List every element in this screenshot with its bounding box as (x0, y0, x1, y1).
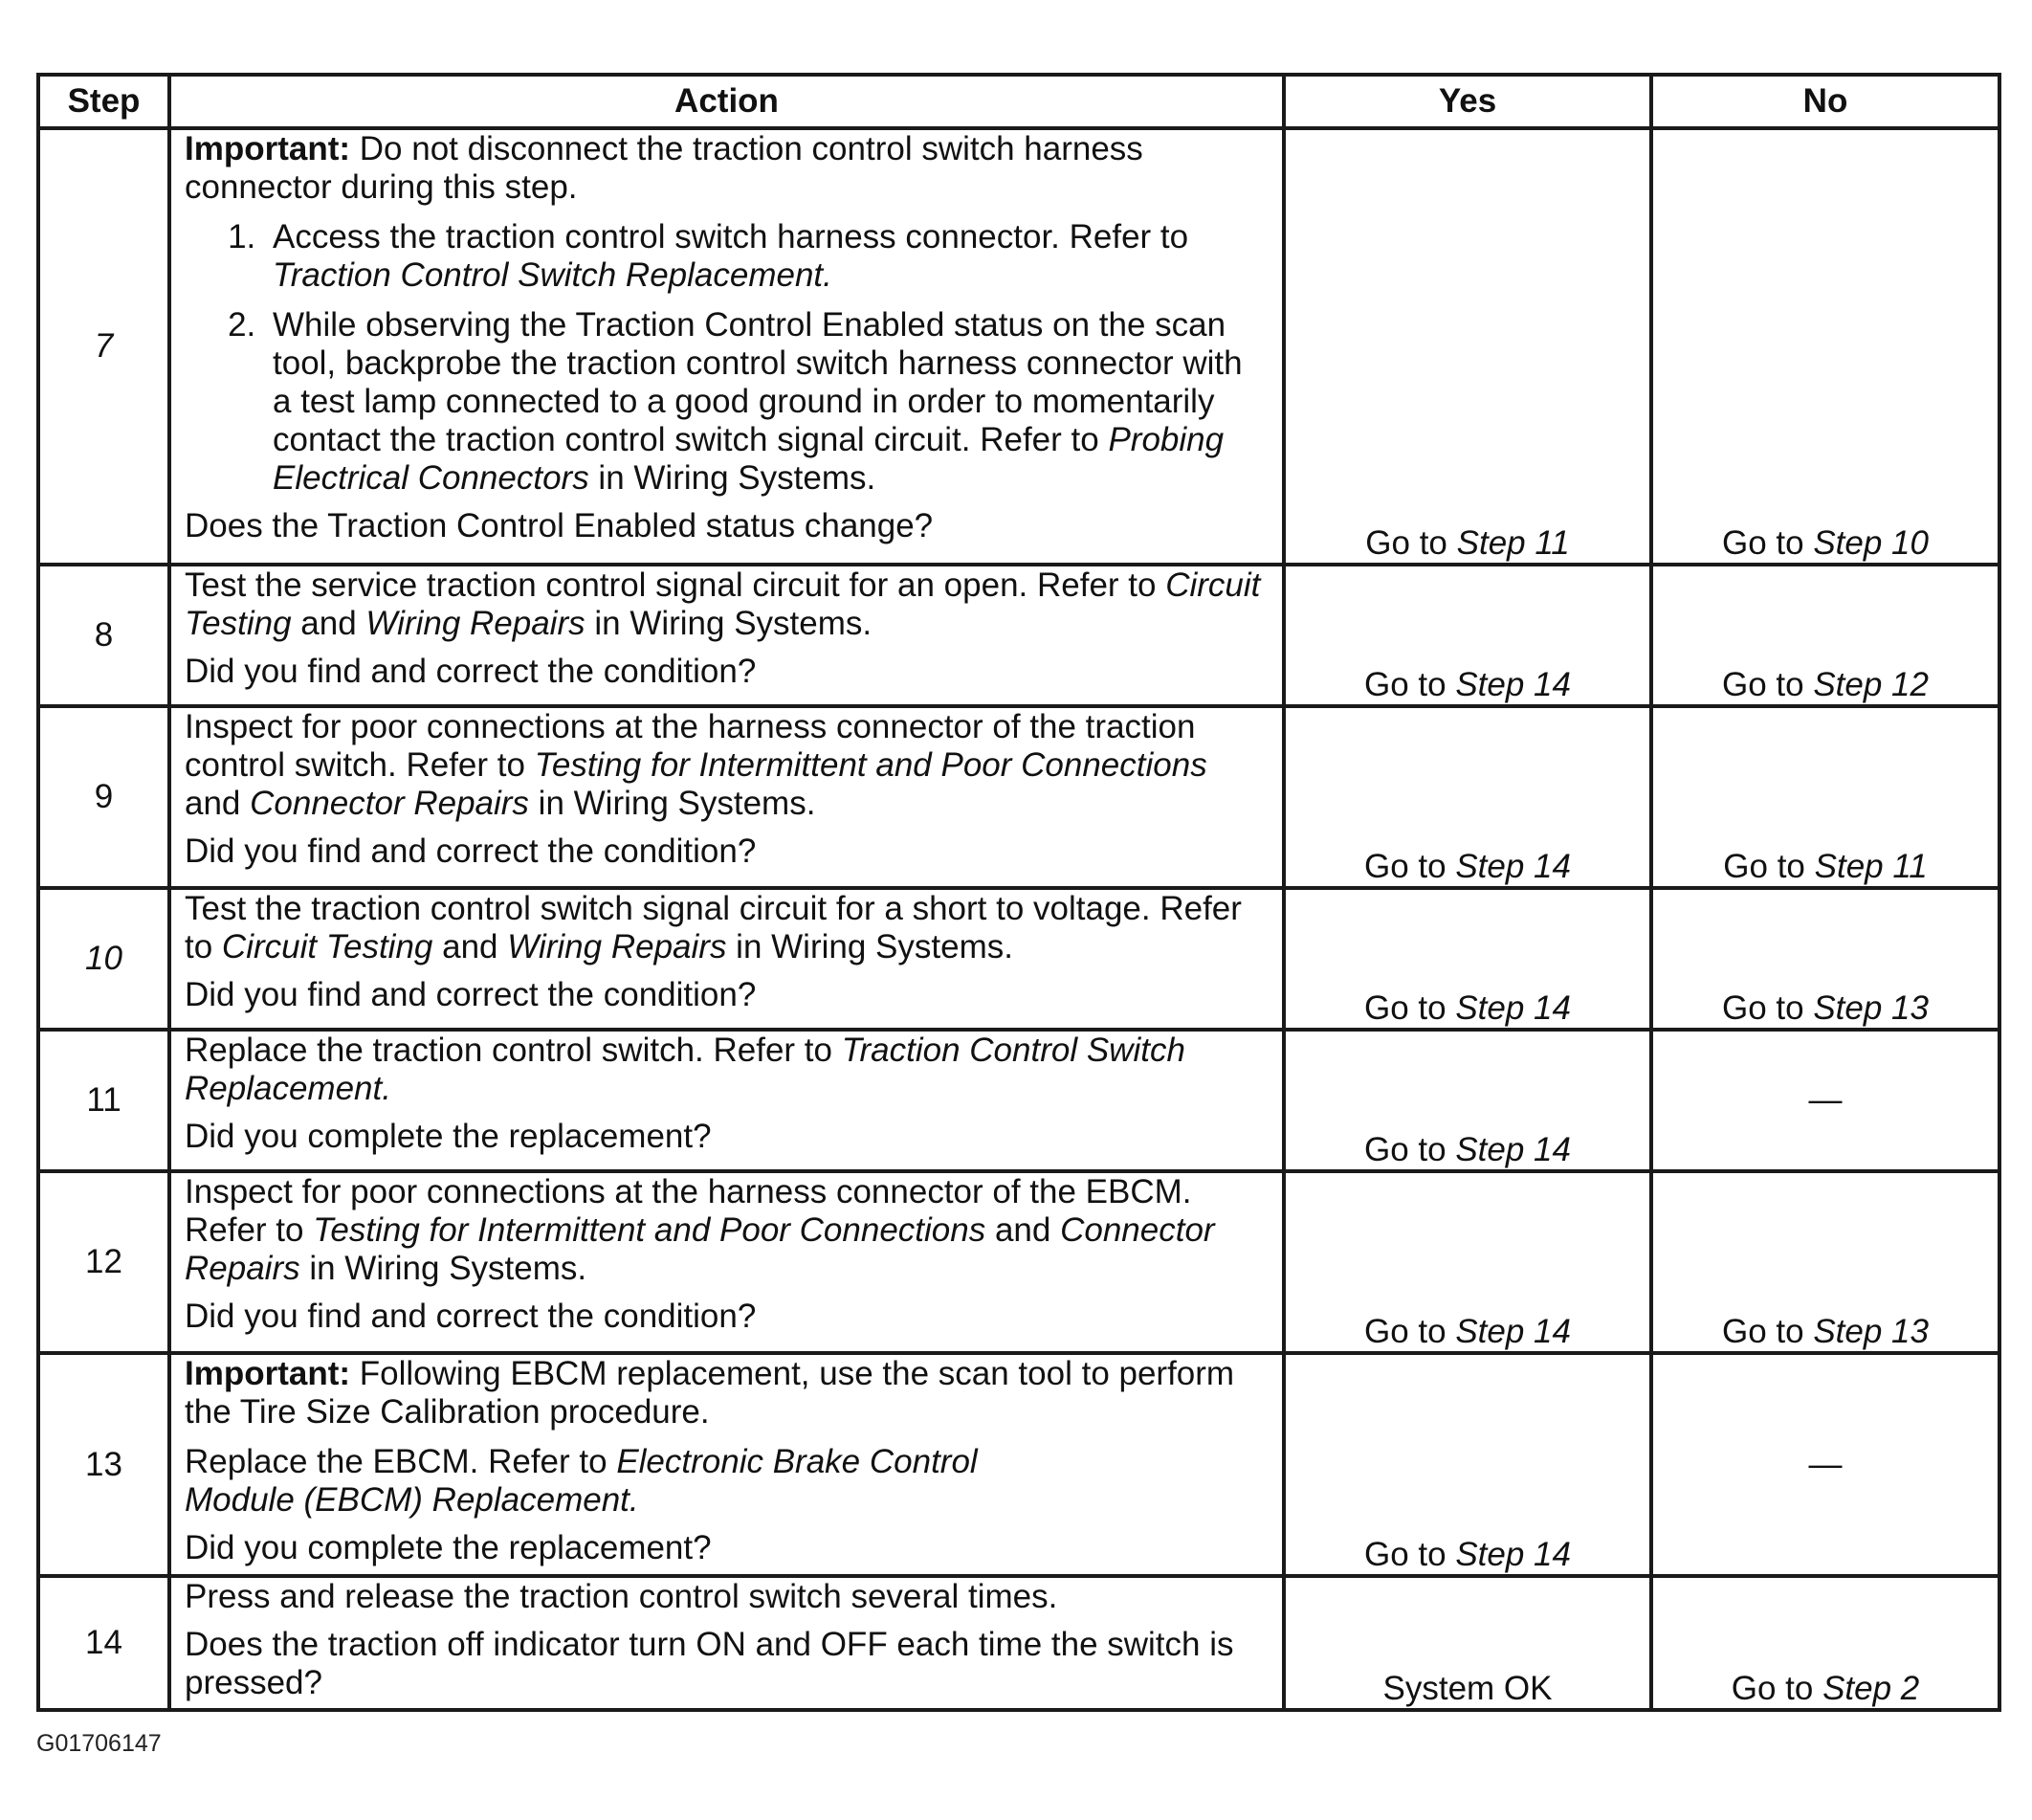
action-text: Inspect for poor connections at the harness connector of the EBCM. Refer to Testing for Intermittent and Poor Connections and Connector Repairs in Wiring Systems. (185, 1173, 1215, 1287)
action-text: Press and release the traction control switch several times. (185, 1578, 1058, 1615)
action-cell (169, 1576, 1284, 1710)
table-row-step-14 (38, 1576, 1999, 1710)
yes-cell: System OK (1284, 1576, 1651, 1710)
header-no: No (1651, 75, 1999, 128)
no-dash: — (1808, 1445, 1843, 1483)
no-cell: Go to Step 2 (1651, 1576, 1999, 1710)
question-text: Did you complete the replacement? (185, 1118, 712, 1155)
action-cell (169, 1171, 1284, 1353)
no-cell: Go to Step 11 (1651, 706, 1999, 888)
yes-cell: Go to Step 14 (1284, 1030, 1651, 1171)
question-text: Did you complete the replacement? (185, 1529, 712, 1566)
table-row-step-13 (38, 1353, 1999, 1576)
question-text: Does the Traction Control Enabled status change? (185, 507, 934, 544)
action-cell (169, 565, 1284, 706)
no-cell (1651, 1030, 1999, 1171)
action-text: Replace the EBCM. Refer to Electronic Brake Control Module (EBCM) Replacement. (185, 1443, 978, 1519)
yes-cell: Go to Step 14 (1284, 706, 1651, 888)
important-note: Important: Following EBCM replacement, use the scan tool to perform the Tire Size Calibration procedure. (185, 1355, 1235, 1431)
diagnostic-table (36, 73, 2001, 1712)
yes-cell: Go to Step 14 (1284, 1171, 1651, 1353)
table-header-row (38, 75, 1999, 128)
action-steps-list (185, 218, 1269, 498)
question-text: Did you find and correct the condition? (185, 832, 757, 870)
list-item: 2. While observing the Traction Control Enabled status on the scan tool, backprobe the traction control switch harness connector with a test lamp connected to a good ground in order to momentarily contact the traction control switch signal circuit. Refer to Probing Electrical Connectors in Wiring Systems. (265, 306, 1269, 498)
header-step: Step (38, 75, 169, 128)
step-number: 7 (38, 128, 169, 565)
action-cell (169, 888, 1284, 1030)
step-number: 8 (38, 565, 169, 706)
no-dash: — (1808, 1081, 1843, 1119)
table-row-step-10 (38, 888, 1999, 1030)
step-number: 11 (38, 1030, 169, 1171)
action-text: Inspect for poor connections at the harness connector of the traction control switch. Refer to Testing for Intermittent and Poor Connections and Connector Repairs in Wiring Systems. (185, 708, 1207, 822)
step-number: 14 (38, 1576, 169, 1710)
header-yes: Yes (1284, 75, 1651, 128)
action-cell (169, 1030, 1284, 1171)
yes-cell: Go to Step 14 (1284, 1353, 1651, 1576)
important-note: Important: Do not disconnect the traction control switch harness connector during this step. (185, 130, 1143, 206)
no-cell (1651, 1353, 1999, 1576)
no-cell: Go to Step 13 (1651, 888, 1999, 1030)
no-cell: Go to Step 10 (1651, 128, 1999, 565)
yes-cell: Go to Step 14 (1284, 565, 1651, 706)
table-row-step-7 (38, 128, 1999, 565)
list-item: 1. Access the traction control switch harness connector. Refer to Traction Control Switch Replacement. (265, 218, 1269, 295)
figure-id: G01706147 (36, 1730, 162, 1757)
action-cell (169, 1353, 1284, 1576)
header-action: Action (169, 75, 1284, 128)
step-number: 12 (38, 1171, 169, 1353)
question-text: Did you find and correct the condition? (185, 976, 757, 1013)
action-cell (169, 128, 1284, 565)
action-text: Test the traction control switch signal circuit for a short to voltage. Refer to Circuit Testing and Wiring Repairs in Wiring Systems. (185, 890, 1242, 965)
table-row-step-8 (38, 565, 1999, 706)
no-cell: Go to Step 13 (1651, 1171, 1999, 1353)
question-text: Does the traction off indicator turn ON and OFF each time the switch is pressed? (185, 1626, 1234, 1701)
step-number: 13 (38, 1353, 169, 1576)
action-cell (169, 706, 1284, 888)
question-text: Did you find and correct the condition? (185, 1298, 757, 1335)
table-row-step-9 (38, 706, 1999, 888)
table-row-step-11 (38, 1030, 1999, 1171)
table-row-step-12 (38, 1171, 1999, 1353)
action-text: Replace the traction control switch. Refer to Traction Control Switch Replacement. (185, 1032, 1185, 1107)
yes-cell: Go to Step 11 (1284, 128, 1651, 565)
question-text: Did you find and correct the condition? (185, 653, 757, 690)
step-number: 9 (38, 706, 169, 888)
step-number: 10 (38, 888, 169, 1030)
yes-cell: Go to Step 14 (1284, 888, 1651, 1030)
action-text: Test the service traction control signal circuit for an open. Refer to Circuit Testing and Wiring Repairs in Wiring Systems. (185, 566, 1261, 642)
no-cell: Go to Step 12 (1651, 565, 1999, 706)
